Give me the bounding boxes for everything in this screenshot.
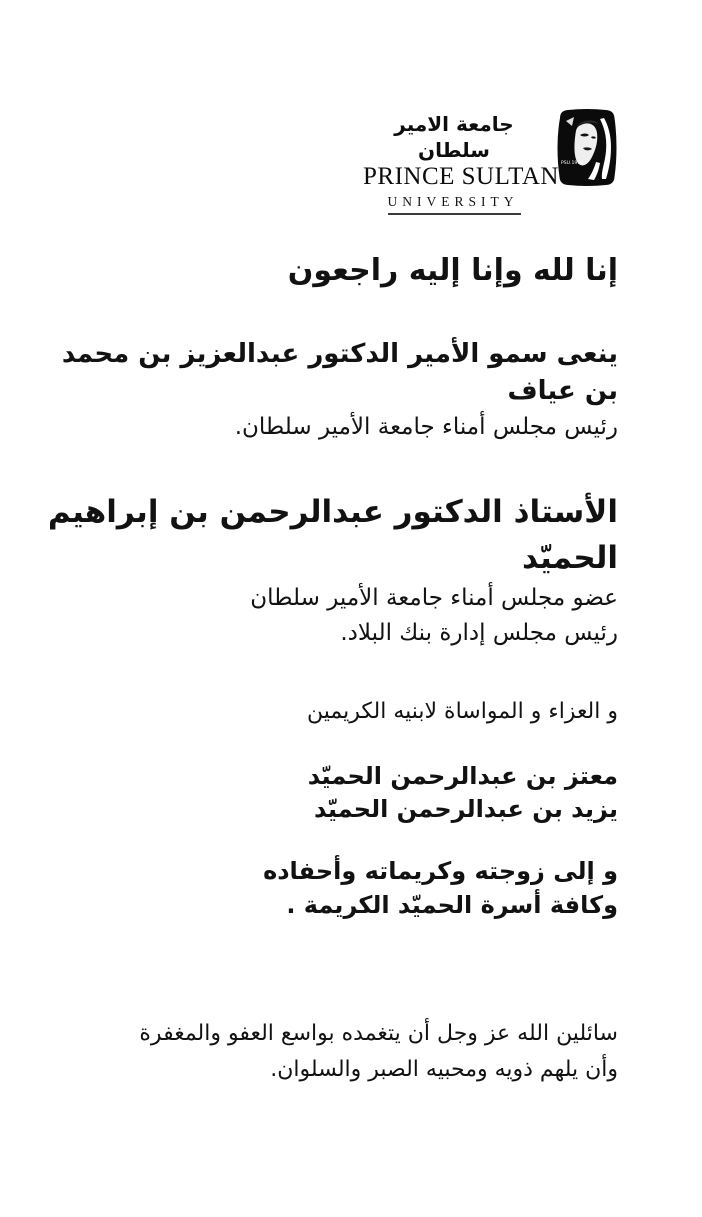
deceased-name: الأستاذ الدكتور عبدالرحمن بن إبراهيم الحميّد — [47, 494, 618, 576]
deceased-section — [40, 489, 618, 651]
family-line-1: و إلى زوجته وكريماته وأحفاده — [263, 857, 618, 885]
condolence-intro: و العزاء و المواساة لابنيه الكريمين — [307, 699, 618, 724]
family-line-2: وكافة أسرة الحميّد الكريمة . — [286, 891, 618, 919]
closing-line-1: سائلين الله عز وجل أن يتغمده بواسع العفو والمغفرة — [139, 1021, 618, 1046]
university-name-english: PRINCE SULTAN — [363, 163, 559, 190]
deceased-title-1: عضو مجلس أمناء جامعة الأمير سلطان — [250, 585, 618, 611]
announcer-title: رئيس مجلس أمناء جامعة الأمير سلطان. — [234, 414, 618, 440]
deceased-title-2: رئيس مجلس إدارة بنك البلاد. — [340, 620, 618, 646]
istirja-headline: إنا لله وإنا إليه راجعون — [287, 253, 618, 288]
son-name-1: معتز بن عبدالرحمن الحميّد — [307, 762, 618, 790]
university-logo-wordmark — [363, 107, 559, 215]
university-logo — [363, 107, 620, 215]
announcer-name: ينعى سمو الأمير الدكتور عبدالعزيز بن محمد بن عياف — [61, 339, 618, 406]
son-name-2: يزيد بن عبدالرحمن الحميّد — [314, 795, 618, 823]
closing-prayer — [40, 1016, 618, 1088]
university-subtitle: UNIVERSITY — [388, 193, 521, 215]
announcer-section — [40, 336, 618, 445]
emblem-caption-text: PSU.1998 — [561, 161, 584, 166]
university-name-arabic: جامعة الامير سلطان — [394, 112, 514, 162]
sons-section — [40, 760, 618, 826]
family-section — [40, 854, 618, 922]
closing-line-2: وأن يلهم ذويه ومحبيه الصبر والسلوان. — [270, 1057, 618, 1082]
university-emblem-icon — [554, 107, 620, 188]
